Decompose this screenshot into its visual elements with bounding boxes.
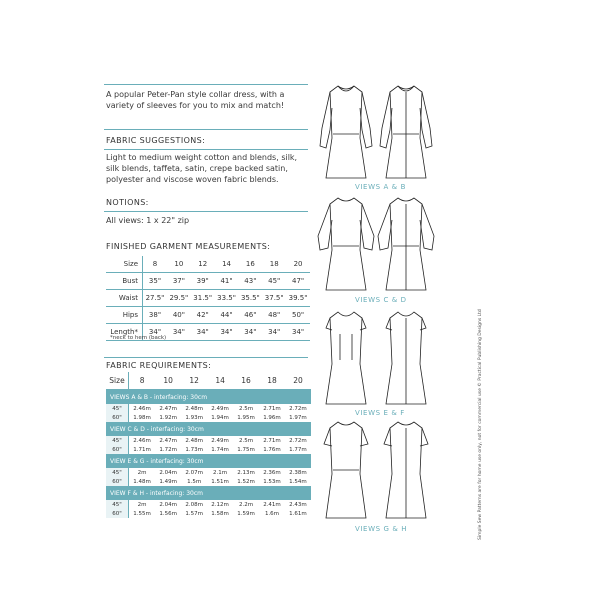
table-cell: 34": [172, 328, 185, 336]
table-cell: 35.5": [240, 294, 260, 302]
table-cell: 2.07m: [185, 469, 203, 476]
divider: [104, 357, 308, 358]
header-cell: 14: [222, 260, 231, 268]
table-cell: 34": [244, 328, 257, 336]
dress-illustration-a: [320, 86, 372, 178]
fabric-text: Light to medium weight cotton and blends, silk, silk blends, taffeta, satin, crepe backed satin, polyester and viscose woven fabric blends.: [106, 153, 298, 184]
table-cell: 1.74m: [211, 446, 229, 453]
header-cell: 10: [155, 372, 181, 390]
header-cell: 20: [285, 372, 311, 390]
table-cell: 2.5m: [238, 437, 254, 444]
table-cell: 2.49m: [211, 437, 229, 444]
table-cell: 2m: [137, 501, 147, 508]
table-cell: 48": [268, 311, 281, 319]
table-cell: 27.5": [145, 294, 165, 302]
table-cell: Waist: [106, 290, 143, 307]
header-cell: 8: [129, 372, 156, 390]
header-cell: 20: [293, 260, 303, 268]
table-cell: 2.12m: [211, 501, 229, 508]
table-cell: 41": [220, 277, 233, 285]
table-cell: 1.77m: [289, 446, 307, 453]
table-cell: 2.47m: [159, 437, 177, 444]
table-cell: 1.56m: [159, 510, 177, 517]
table-cell: 2.71m: [263, 405, 281, 412]
table-cell: 2m: [137, 469, 147, 476]
header-cell: 10: [174, 260, 184, 268]
view-band-row: [106, 486, 311, 500]
table-cell: 2.72m: [289, 437, 307, 444]
fabric-width-cell: 60": [106, 509, 129, 518]
intro-text: A popular Peter-Pan style collar dress, with a variety of sleeves for you to mix and match!: [106, 90, 285, 110]
table-cell: 2.72m: [289, 405, 307, 412]
views-label-e-f: VIEWS E & F: [355, 409, 405, 417]
views-label-c-d: VIEWS C & D: [355, 296, 407, 304]
table-cell: 1.73m: [185, 446, 203, 453]
table-cell: 39.5": [288, 294, 308, 302]
table-cell: 2.46m: [133, 437, 151, 444]
table-cell: 1.49m: [159, 478, 177, 485]
table-cell: 2.43m: [289, 501, 307, 508]
views-label-g-h: VIEWS G & H: [355, 525, 408, 533]
header-cell: 16: [233, 372, 259, 390]
table-cell: 39": [196, 277, 209, 285]
table-cell: Hips: [106, 307, 143, 324]
table-cell: 1.57m: [185, 510, 203, 517]
measurements-heading: FINISHED GARMENT MEASUREMENTS:: [106, 242, 271, 251]
divider: [104, 84, 308, 85]
dress-illustration-g: [324, 422, 368, 518]
table-cell: 1.72m: [159, 446, 177, 453]
table-cell: 1.53m: [263, 478, 281, 485]
notions-heading: NOTIONS:: [106, 198, 149, 207]
table-cell: 31.5": [193, 294, 213, 302]
view-band-row: [106, 422, 311, 436]
table-cell: 2.5m: [238, 405, 254, 412]
table-cell: 43": [244, 277, 257, 285]
header-cell: 18: [259, 372, 285, 390]
table-cell: 2.04m: [159, 469, 177, 476]
table-cell: 2.41m: [263, 501, 281, 508]
divider: [104, 149, 308, 150]
table-cell: 1.6m: [264, 510, 280, 517]
fabric-width-cell: 45": [106, 468, 129, 477]
table-cell: 1.96m: [263, 414, 281, 421]
header-cell: 12: [181, 372, 207, 390]
dress-illustration-e: [326, 312, 366, 404]
table-cell: 37": [172, 277, 185, 285]
notions-text: All views: 1 x 22" zip: [106, 216, 190, 225]
table-cell: 1.95m: [237, 414, 255, 421]
fabric-width-cell: 60": [106, 413, 129, 422]
table-cell: 2.48m: [185, 405, 203, 412]
header-cell: 16: [245, 260, 255, 268]
table-cell: 29.5": [169, 294, 189, 302]
table-row: [106, 500, 311, 509]
table-cell: 2.2m: [238, 501, 254, 508]
table-cell: 2.04m: [159, 501, 177, 508]
dress-illustration-c: [318, 198, 374, 290]
length-note: *neck to hem (back): [110, 335, 167, 341]
table-cell: 2.08m: [185, 501, 203, 508]
table-cell: 44": [220, 311, 233, 319]
table-row: [106, 273, 310, 290]
table-cell: 1.93m: [185, 414, 203, 421]
table-cell: 1.92m: [159, 414, 177, 421]
table-cell: 1.75m: [237, 446, 255, 453]
table-cell: 1.54m: [289, 478, 307, 485]
table-cell: 2.36m: [263, 469, 281, 476]
header-cell: 12: [198, 260, 208, 268]
table-row: [106, 509, 311, 518]
table-cell: 1.48m: [133, 478, 151, 485]
table-cell: 2.13m: [237, 469, 255, 476]
table-cell: 2.47m: [159, 405, 177, 412]
table-cell: 34": [220, 328, 233, 336]
table-cell: 42": [196, 311, 209, 319]
table-cell: 37.5": [264, 294, 284, 302]
table-row: [106, 468, 311, 477]
header-cell: Size: [106, 372, 129, 390]
copyright-text: Simple Sew Patterns are for home use only, not for commercial use © Practical Publishing Designs Ltd: [478, 309, 483, 540]
table-cell: 1.97m: [289, 414, 307, 421]
table-cell: 2.48m: [185, 437, 203, 444]
fabric-width-cell: 45": [106, 500, 129, 509]
table-cell: 2.49m: [211, 405, 229, 412]
table-cell: Length*: [106, 324, 143, 341]
table-row: [106, 436, 311, 445]
table-cell: 34": [196, 328, 209, 336]
header-cell: Size: [106, 256, 143, 273]
table-row: [106, 256, 310, 273]
table-cell: 1.76m: [263, 446, 281, 453]
table-cell: 2.38m: [289, 469, 307, 476]
table-header-row: [106, 372, 311, 390]
table-row: [106, 445, 311, 454]
table-cell: 1.98m: [133, 414, 151, 421]
divider: [104, 129, 308, 130]
table-cell: 34": [268, 328, 281, 336]
view-band-row: [106, 454, 311, 468]
table-cell: 35": [148, 277, 162, 285]
table-cell: 1.51m: [211, 478, 229, 485]
fabric-width-cell: 60": [106, 477, 129, 486]
table-row: [106, 290, 310, 307]
fabric-width-cell: 45": [106, 404, 129, 413]
table-cell: 34": [148, 328, 162, 336]
table-cell: 1.52m: [237, 478, 255, 485]
view-band: VIEWS A & B - interfacing: 30cm: [106, 390, 311, 405]
fabric-width-cell: 60": [106, 445, 129, 454]
table-row: [106, 413, 311, 422]
view-band: VIEW C & D - interfacing: 30cm: [106, 422, 311, 436]
measurements-table: [106, 256, 310, 341]
table-cell: 38": [148, 311, 162, 319]
table-cell: 45": [268, 277, 281, 285]
view-band: VIEW F & H - interfacing: 30cm: [106, 486, 311, 500]
table-cell: 2.1m: [213, 469, 228, 476]
view-band-row: [106, 390, 311, 405]
divider: [104, 211, 308, 212]
dress-illustrations: [316, 78, 476, 548]
table-row: [106, 307, 310, 324]
table-cell: Bust: [106, 273, 143, 290]
table-cell: 1.59m: [237, 510, 255, 517]
table-cell: 2.46m: [133, 405, 151, 412]
header-cell: 14: [207, 372, 233, 390]
table-cell: 1.61m: [289, 510, 307, 517]
dress-illustration-b: [380, 86, 432, 178]
table-cell: 1.55m: [133, 510, 151, 517]
header-cell: 8: [152, 260, 158, 268]
requirements-heading: FABRIC REQUIREMENTS:: [106, 361, 212, 370]
views-label-a-b: VIEWS A & B: [355, 183, 406, 191]
table-cell: 1.5m: [187, 478, 202, 485]
header-cell: 18: [269, 260, 279, 268]
table-cell: 34": [291, 328, 305, 336]
fabric-width-cell: 45": [106, 436, 129, 445]
dress-illustration-f: [386, 312, 426, 404]
table-cell: 1.94m: [211, 414, 229, 421]
table-cell: 33.5": [217, 294, 236, 302]
view-band: VIEW E & G - interfacing: 30cm: [106, 454, 311, 468]
table-cell: 47": [291, 277, 305, 285]
table-cell: 40": [172, 311, 185, 319]
fabric-heading: FABRIC SUGGESTIONS:: [106, 136, 206, 145]
requirements-table: [106, 372, 311, 518]
dress-illustration-h: [384, 422, 428, 518]
table-cell: 1.58m: [211, 510, 229, 517]
table-cell: 50": [291, 311, 305, 319]
table-row: [106, 404, 311, 413]
table-row: [106, 477, 311, 486]
dress-illustration-d: [378, 198, 434, 290]
table-cell: 2.71m: [263, 437, 281, 444]
table-cell: 1.71m: [133, 446, 151, 453]
table-cell: 46": [244, 311, 257, 319]
